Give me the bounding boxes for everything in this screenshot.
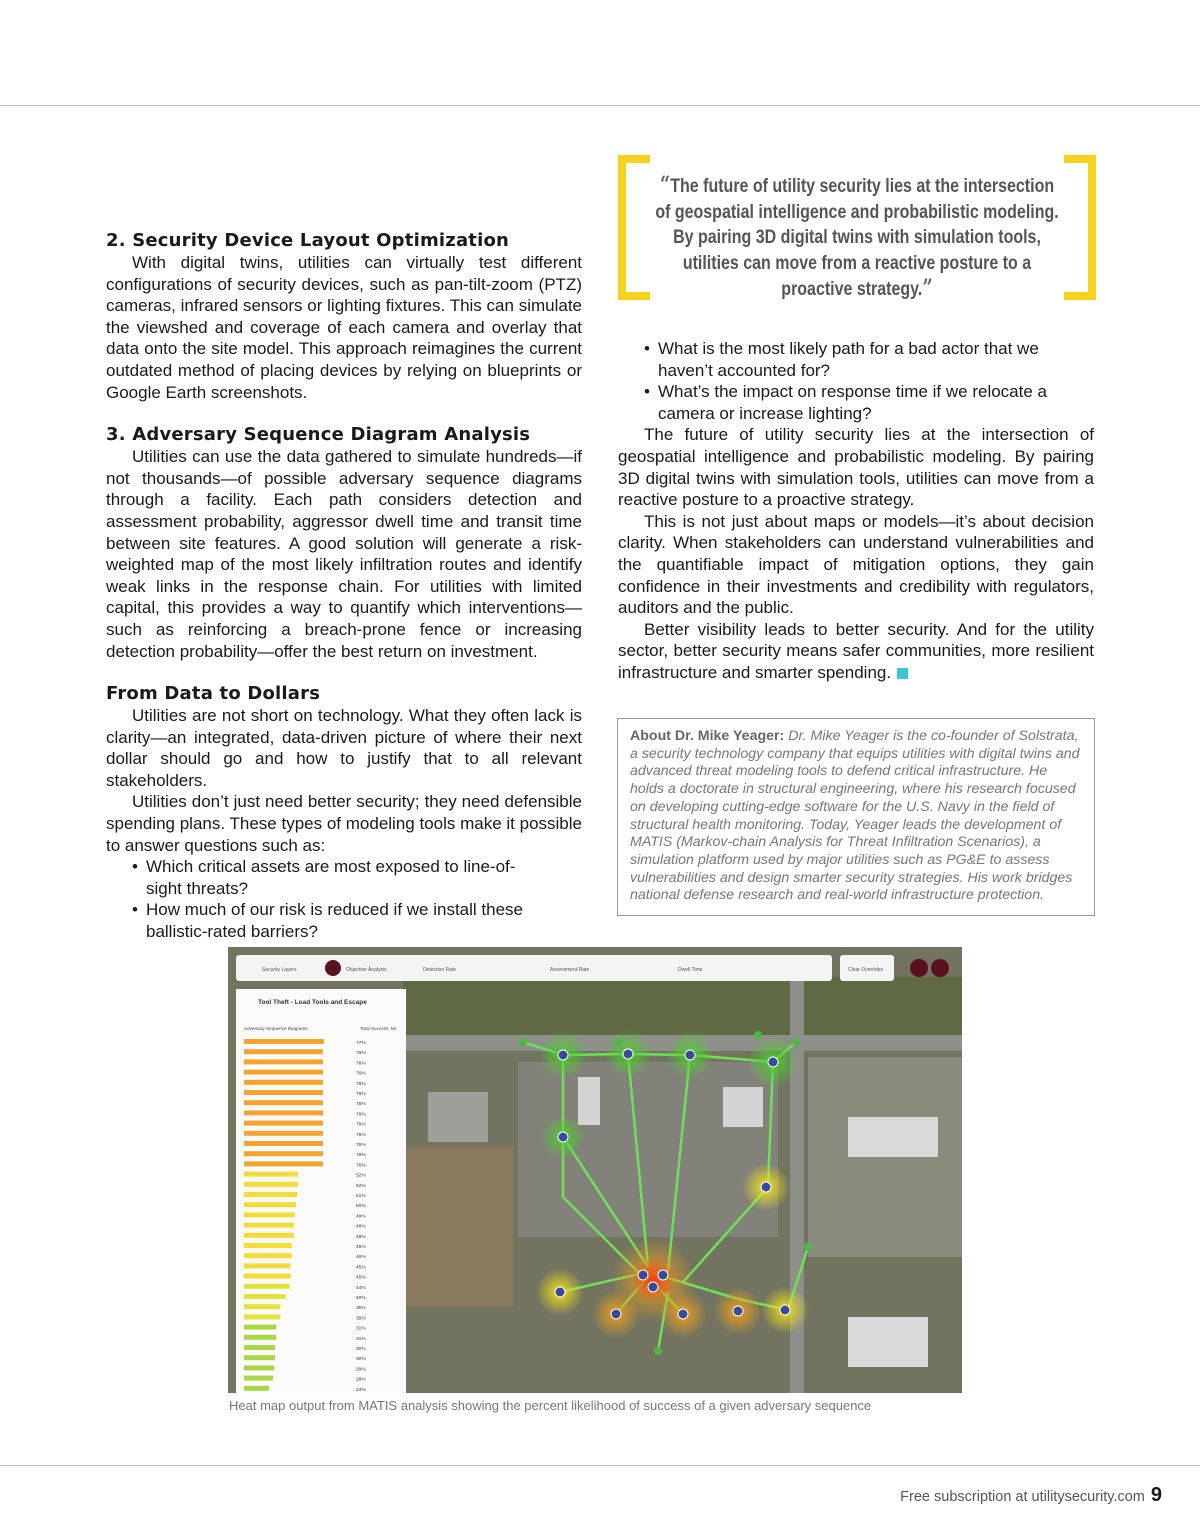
result-bar [244, 1365, 274, 1370]
result-percent: 76% [356, 1153, 366, 1159]
result-percent: 49% [356, 1214, 366, 1220]
result-bar [244, 1294, 286, 1299]
toolbar-dwell-time[interactable]: Dwell Time [678, 967, 703, 973]
author-bio-box [617, 718, 1095, 916]
result-percent: 30% [356, 1347, 366, 1352]
result-percent: 44% [356, 1285, 366, 1291]
closing-paragraph-2: This is not just about maps or models—it’s about decision clarity. When stakeholders can understand vulnerabilities and the quantifiable impact of mitigation options, they gain confidence in their investments and credibility with regulators, auditors and the public. [618, 511, 1094, 618]
result-percent: 76% [356, 1143, 366, 1148]
result-bar [244, 1049, 323, 1054]
result-bar [244, 1100, 323, 1105]
toolbar-assessment-rate[interactable]: Assessment Rate [550, 967, 590, 973]
building-roof [848, 1117, 938, 1157]
toolbar-security-layers[interactable]: Security Layers [262, 967, 297, 973]
result-percent: 31% [356, 1336, 366, 1342]
result-bar [244, 1039, 324, 1044]
toolbar-clear-overrides[interactable]: Clear Overrides [848, 967, 884, 973]
result-percent: 76% [356, 1132, 366, 1138]
result-bar [244, 1070, 323, 1075]
results-percentages [356, 1040, 366, 1393]
result-bar [244, 1080, 323, 1085]
result-bar [244, 1202, 296, 1207]
result-bar [244, 1110, 323, 1115]
result-percent: 51% [356, 1194, 366, 1199]
result-percent: 45% [356, 1275, 366, 1281]
list-item: • Which critical assets are most exposed to line-of-sight threats? [132, 856, 532, 899]
end-mark-icon [897, 668, 908, 679]
footer [900, 1484, 1162, 1507]
result-percent: 46% [356, 1245, 366, 1250]
result-percent: 30% [356, 1357, 366, 1363]
result-bar [244, 1355, 275, 1360]
result-bar [244, 1233, 294, 1238]
result-percent: 31% [356, 1326, 366, 1332]
author-bio-text: Dr. Mike Yeager is the co-founder of Solstrata, a security technology company that equips utilities with digital twins and advanced threat modeling tools to defend critical infrastructure. He holds a doctorate in structural engineering, where his research focused on developing cutting-edge software for the U.S. Navy in the field of structural health monitoring. Today, Yeager leads the development of MATIS (Markov-chain Analysis for Threat Infiltration Scenarios), a simulation platform used by major utilities such as PG&E to assess vulnerabilities and design smarter security strategies. His work bridges national defense research and real-world infrastructure protection. [630, 728, 1080, 904]
result-percent: 35% [356, 1316, 366, 1322]
quote-bracket-left [618, 155, 650, 300]
closing-paragraph-1: The future of utility security lies at the intersection of geospatial intelligence and probabilistic modeling. By pairing 3D digital twins with simulation tools, utilities can move from a reactive posture to a proactive strategy. [618, 425, 1094, 510]
building-roof [848, 1317, 928, 1367]
heat-map-figure [228, 947, 962, 1393]
pull-quote-text: The future of utility security lies at the intersection of geospatial intelligence and probabilistic modeling. By pairing 3D digital twins with simulation tools, utilities can move from a reactive posture to a proactive strategy. [655, 175, 1059, 301]
result-bar [244, 1121, 323, 1126]
pull-quote [618, 155, 1096, 300]
result-bar [244, 1304, 280, 1309]
result-bar [244, 1161, 323, 1166]
section-4-heading: From Data to Dollars [106, 683, 321, 705]
close-quote-mark: ” [922, 275, 933, 302]
result-bar [244, 1182, 298, 1187]
objective-icon [325, 960, 341, 976]
result-percent: 76% [356, 1051, 366, 1057]
result-percent: 76% [356, 1061, 366, 1067]
section-4-paragraph-1: Utilities are not short on technology. What they often lack is clarity—an integrated, data-driven picture of where their next dollar should go and how to justify that to all relevant stakeholders. [106, 706, 582, 790]
quote-bracket-right [1064, 155, 1096, 300]
list-item: • What is the most likely path for a bad actor that we haven’t accounted for? [644, 338, 1084, 381]
author-bio-label: About Dr. Mike Yeager: [630, 728, 785, 744]
result-bar [244, 1335, 276, 1340]
result-bar [244, 1243, 292, 1248]
result-bar [244, 1314, 280, 1319]
result-percent: 28% [356, 1377, 366, 1383]
figure-caption: Heat map output from MATIS analysis showing the percent likelihood of success of a given adversary sequence [229, 1398, 872, 1413]
result-percent: 29% [356, 1367, 366, 1373]
section-4-paragraph-2: Utilities don’t just need better security; they need defensible spending plans. These types of modeling tools make it possible to answer questions such as: [106, 792, 582, 855]
result-bar [244, 1253, 292, 1258]
result-bar [244, 1192, 297, 1197]
result-bar [244, 1345, 275, 1350]
dirt-field [403, 1147, 513, 1307]
right-column [618, 338, 1094, 684]
building-roof [578, 1077, 600, 1125]
closing-paragraph-3 [618, 619, 1094, 684]
result-bar [244, 1090, 323, 1095]
result-percent: 76% [356, 1102, 366, 1108]
result-bar [244, 1141, 323, 1146]
result-percent: 76% [356, 1122, 366, 1128]
result-bar [244, 1131, 323, 1136]
section-2-paragraph: With digital twins, utilities can virtually test different configurations of security devices, such as pan-tilt-zoom (PTZ) cameras, infrared sensors or lighting fixtures. This can simulate the viewshed and coverage of each camera and overlay that data onto the site model. This approach reimagines the current outdated method of placing devices by relying on blueprints or Google Earth screenshots. [106, 253, 582, 402]
result-percent: 50% [356, 1204, 366, 1210]
result-percent: 40% [356, 1296, 366, 1301]
result-percent: 24% [356, 1387, 366, 1393]
result-bar [244, 1223, 294, 1228]
result-percent: 77% [356, 1041, 366, 1046]
list-item: • How much of our risk is reduced if we install these ballistic-rated barriers? [132, 899, 532, 942]
question-list-right [644, 338, 1084, 424]
bottom-rule [0, 1465, 1200, 1466]
residential-block [403, 977, 962, 1035]
panel-column-2: Total Success, Mi [360, 1026, 396, 1031]
building-roof [723, 1087, 763, 1127]
result-percent: 76% [356, 1163, 366, 1169]
left-column [106, 230, 582, 943]
page-number: 9 [1150, 1484, 1162, 1506]
result-percent: 45% [356, 1265, 366, 1271]
top-rule [0, 105, 1200, 106]
toolbar-objective-analysis[interactable]: Objective Analysis [346, 967, 387, 973]
add-icon [931, 959, 949, 977]
result-bar [244, 1151, 323, 1156]
result-percent: 48% [356, 1234, 366, 1240]
result-percent: 52% [356, 1173, 366, 1179]
result-percent: 35% [356, 1306, 366, 1312]
result-percent: 76% [356, 1112, 366, 1118]
heat-map-illustration [228, 947, 962, 1393]
result-percent: 48% [356, 1224, 366, 1230]
result-bar [244, 1059, 323, 1064]
result-bar [244, 1263, 291, 1268]
result-percent: 46% [356, 1255, 366, 1261]
result-percent: 76% [356, 1071, 366, 1077]
footer-subscription-text: Free subscription at utilitysecurity.com [900, 1489, 1145, 1505]
result-percent: 52% [356, 1183, 366, 1189]
result-bar [244, 1172, 298, 1177]
result-percent: 76% [356, 1092, 366, 1097]
question-list-left [132, 856, 532, 942]
list-item: • What’s the impact on response time if we relocate a camera or increase lighting? [644, 381, 1084, 424]
result-bar [244, 1325, 276, 1330]
toolbar-detection-rate[interactable]: Detection Rate [423, 967, 457, 973]
closing-paragraph-3-text: Better visibility leads to better security. And for the utility sector, better security means safer communities, more resilient infrastructure and smarter spending. [618, 619, 1094, 682]
result-bar [244, 1376, 273, 1381]
section-2-heading: 2. Security Device Layout Optimization [106, 230, 510, 251]
section-3-heading: 3. Adversary Sequence Diagram Analysis [106, 424, 531, 446]
panel-column-1: Adversary Sequence Diagrams [244, 1026, 308, 1031]
result-percent: 76% [356, 1081, 366, 1087]
result-bar [244, 1284, 290, 1289]
building-roof [428, 1092, 488, 1142]
result-bar [244, 1386, 269, 1391]
open-quote-mark: “ [659, 172, 671, 198]
section-3-paragraph: Utilities can use the data gathered to simulate hundreds—if not thousands—of possible adversary sequence diagrams through a facility. Each path considers detection and assessment probability, aggressor dwell time and transit time between site features. A good solution will generate a risk-weighted map of the most likely infiltration routes and identify weak links in the response chain. For utilities with limited capital, this provides a way to quantify which interventions—such as reinforcing a breach-prone fence or increasing detection probability—offer the best return on investment. [106, 447, 582, 661]
pull-quote-text-box [653, 173, 1061, 303]
panel-title: Tool Theft - Load Tools and Escape [258, 999, 367, 1006]
target-icon [910, 959, 928, 977]
result-bar [244, 1212, 295, 1217]
result-bar [244, 1274, 291, 1279]
